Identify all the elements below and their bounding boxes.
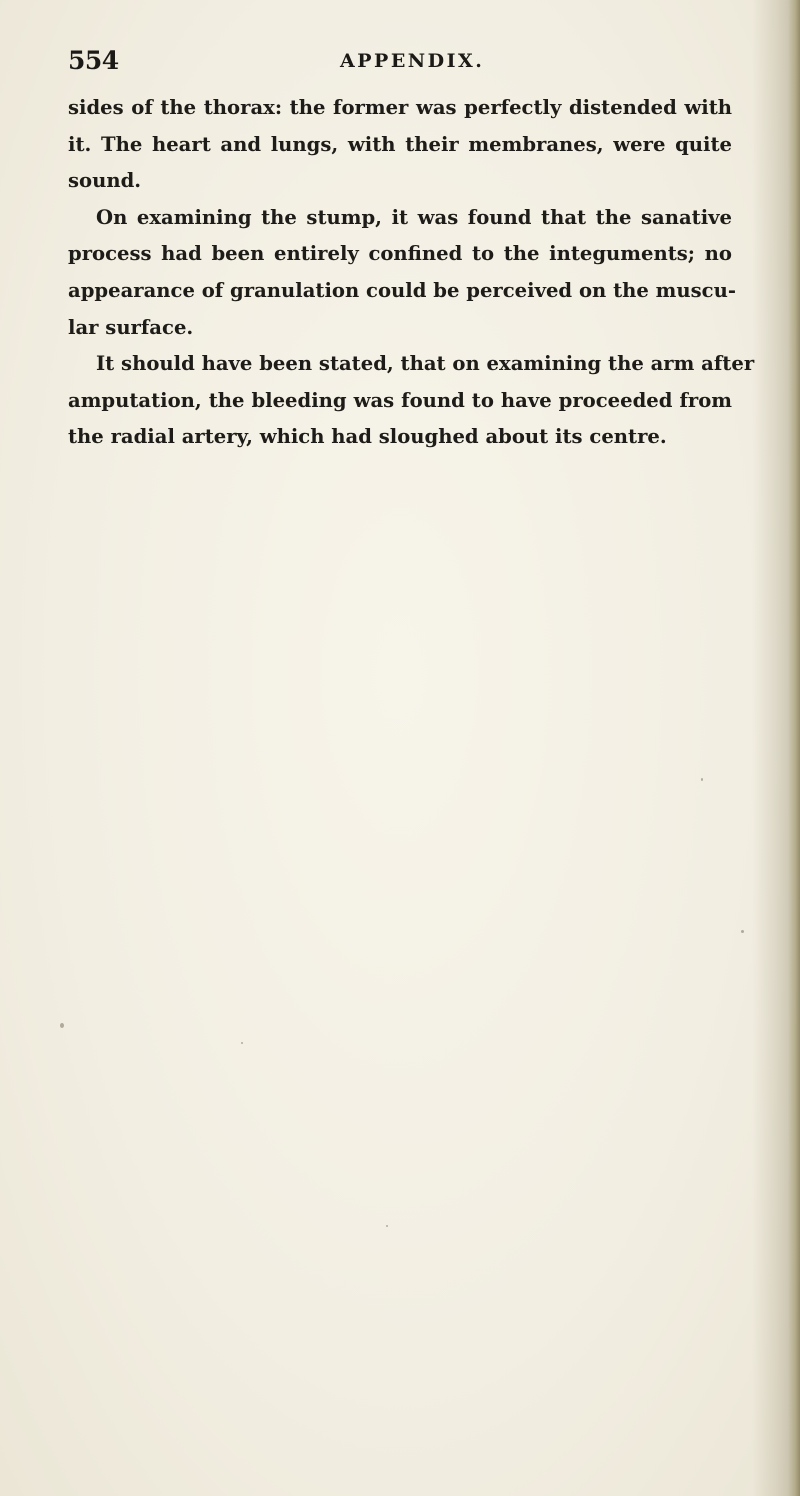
text-line: sides of the thorax: the former was perfectly distended with — [68, 96, 732, 119]
paper-speck — [386, 1225, 388, 1227]
page-header — [68, 46, 728, 80]
body-text — [68, 90, 755, 456]
text-line: sound. — [68, 169, 142, 193]
page-edge-shadow — [788, 0, 800, 1496]
paragraph-start-line: It should have been stated, that on examining the arm after — [96, 352, 755, 376]
paper-speck — [241, 1042, 243, 1044]
text-line: amputation, the bleeding was found to have proceeded from — [68, 388, 732, 412]
text-line: process had been entirely confined to the integuments; no — [68, 242, 732, 266]
text-line: it. The heart and lungs, with their membranes, were quite — [68, 132, 732, 156]
page-number: 554 — [68, 46, 119, 75]
paragraph-start-line: On examining the stump, it was found that the sanative — [96, 205, 732, 229]
text-line: the radial artery, which had sloughed about its centre. — [68, 425, 667, 449]
running-head: APPENDIX. — [340, 50, 485, 72]
paper-speck — [60, 1023, 64, 1028]
text-line: lar surface. — [68, 315, 194, 339]
paper-speck — [741, 930, 744, 933]
paper-speck — [701, 778, 703, 781]
text-line: appearance of granulation could be perceived on the muscu- — [68, 278, 736, 302]
